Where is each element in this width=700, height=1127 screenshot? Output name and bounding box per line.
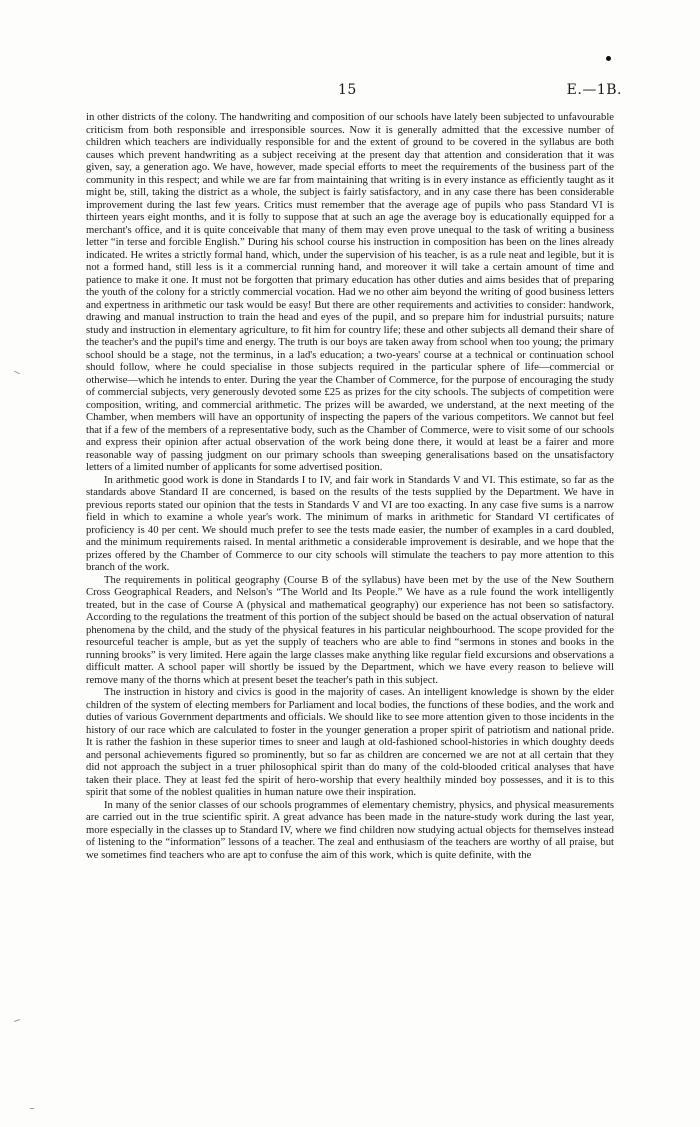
margin-mark: [14, 1019, 20, 1022]
paragraph-history: The instruction in history and civics is good in the majority of cases. An intelligent knowledge is shown by the elder children of the system of electing members for Parliament and local bodies, the functions of these bodies, and the work and duties of various Government departments and officials. We should like to see more attention given to those incidents in the history of our race which are calculated to foster in the younger generation a proper spirit of patriotism and national pride. It is rather the fashion in these superior times to sneer and laugh at old-fashioned school-histories in which doughty deeds and personal achievements figured so prominently, but so far as children are concerned we are not at all certain that they did not approach the subject in a truer philosophical spirit than do many of the cold-blooded critical analyses that have taken their place. They at least fed the spirit of hero-worship that every healthily minded boy possesses, and it is to this spirit that some of the noblest qualities in human nature owe their inspiration.: [86, 687, 614, 798]
paragraph-arithmetic: In arithmetic good work is done in Standards I to IV, and fair work in Standards V and VI. This estimate, so far as the standards above Standard II are concerned, is based on the results of the tests supplied by the Department. We have in previous reports stated our opinion that the tests in Standards V and VI are too exacting. In any case five sums is a narrow field in which to examine a whole year's work. The minimum of marks in arithmetic for Standard VI certificates of proficiency is 40 per cent. We should much prefer to see the tests made easier, the number of examples in a card doubled, and the minimum requirements raised. In mental arithmetic a considerable improvement is desirable, and we hope that the prizes offered by the Chamber of Commerce to our city schools will stimulate the teachers to pay more attention to this branch of the work.: [86, 474, 614, 573]
page-number: 15: [338, 82, 357, 98]
margin-mark: [30, 1108, 34, 1109]
document-reference: E.—1B.: [566, 82, 622, 98]
ink-dot-mark: [606, 56, 611, 61]
paragraph-science: In many of the senior classes of our schools programmes of elementary chemistry, physics, and physical measurements are carried out in the true scientific spirit. A great advance has been made in the nature-study work during the last year, more especially in the classes up to Standard IV, where we find children now studying actual objects for themselves instead of listening to the “information” lessons of a teacher. The zeal and enthusiasm of the teachers are worthy of all praise, but we sometimes find teachers who are apt to confuse the aim of this work, which is quite definite, with the: [86, 799, 614, 861]
margin-mark: [14, 371, 20, 374]
paragraph-geography: The requirements in political geography (Course B of the syllabus) have been met by the use of the New Southern Cross Geographical Readers, and Nelson's “The World and Its People.” We have as a rule found the work intelligently treated, but in the case of Course A (physical and mathematical geography) our experience has not been so satisfactory. According to the regulations the treatment of this portion of the subject should be based on the actual observation of natural phenomena by the child, and the study of the physical features in his particular neighbourhood. The scope provided for the resourceful teacher is ample, but as yet the supply of teachers who are able to find “sermons in stones and books in the running brooks” is very limited. Here again the large classes make anything like regular field excursions and observations a difficult matter. A school paper will shortly be issued by the Department, which we have every reason to believe will remove many of the thorns which at present beset the teacher's path in this subject.: [86, 574, 614, 686]
body-text: [86, 112, 614, 862]
paragraph-handwriting: in other districts of the colony. The handwriting and composition of our schools have lately been subjected to unfavourable criticism from both responsible and irresponsible sources. Now it is generally admitted that the excessive number of children which teachers are individually responsible for and the extent of ground to be covered in the syllabus are both causes which prevent handwriting as a subject receiving at the present day that attention and consideration that it was given, say, a generation ago. We have, however, made special efforts to meet the requirements of the business part of the community in this respect; and while we are far from maintaining that writing is in every instance as efficiently taught as it might be, still, taking the district as a whole, the subject is fairly satisfactory, and in any case there has been considerable improvement during the last few years. Critics must remember that the average age of pupils who pass Standard VI is thirteen years eight months, and it is folly to suppose that at such an age the average boy is educationally equipped for a merchant's office, and it is quite conceivable that many of them may even prove unequal to the task of writing a business letter “in terse and forcible English.” During his school course his instruction in composition has been on the lines already indicated. He writes a strictly formal hand, which, under the supervision of his teacher, is as a rule neat and legible, but it is not a formed hand, still less is it a commercial running hand, and moreover it will take a certain amount of time and patience to make it one. It must not be forgotten that primary education has other duties and aims besides that of preparing the youth of the colony for a strictly commercial vocation. Had we no other aim beyond the writing of good business letters and expertness in arithmetic our task would be easy! But there are other requirements and activities to consider: handwork, drawing and manual instruction to train the head and eyes of the pupil, and so prepare him for industrial pursuits; nature study and instruction in elementary agriculture, to fit him for country life; these and other subjects all demand their share of the teacher's and the pupil's time and energy. The truth is our boys are taken away from school when too young; the primary school should be a stage, not the terminus, in a lad's education; a two-years' course at a technical or continuation school should follow, where he could specialise in those subjects required in the particular sphere of life—commercial or otherwise—which he intends to enter. During the year the Chamber of Commerce, for the purpose of encouraging the study of commercial subjects, very generously devoted some £25 as prizes for the city schools. The subjects of competition were composition, writing, and commercial arithmetic. The prizes will be awarded, we understand, at the next meeting of the Chamber, when members will have an opportunity of inspecting the papers of the various competitors. We cannot but feel that if a few of the members of a representative body, such as the Chamber of Commerce, were to visit some of our schools and express their opinion after actual observation of the work being done there, it would at least be a fairer and more reasonable way of passing judgment on our primary schools than sweeping generalisations based on the unsatisfactory letters of a limited number of applicants for some advertised position.: [86, 112, 614, 473]
